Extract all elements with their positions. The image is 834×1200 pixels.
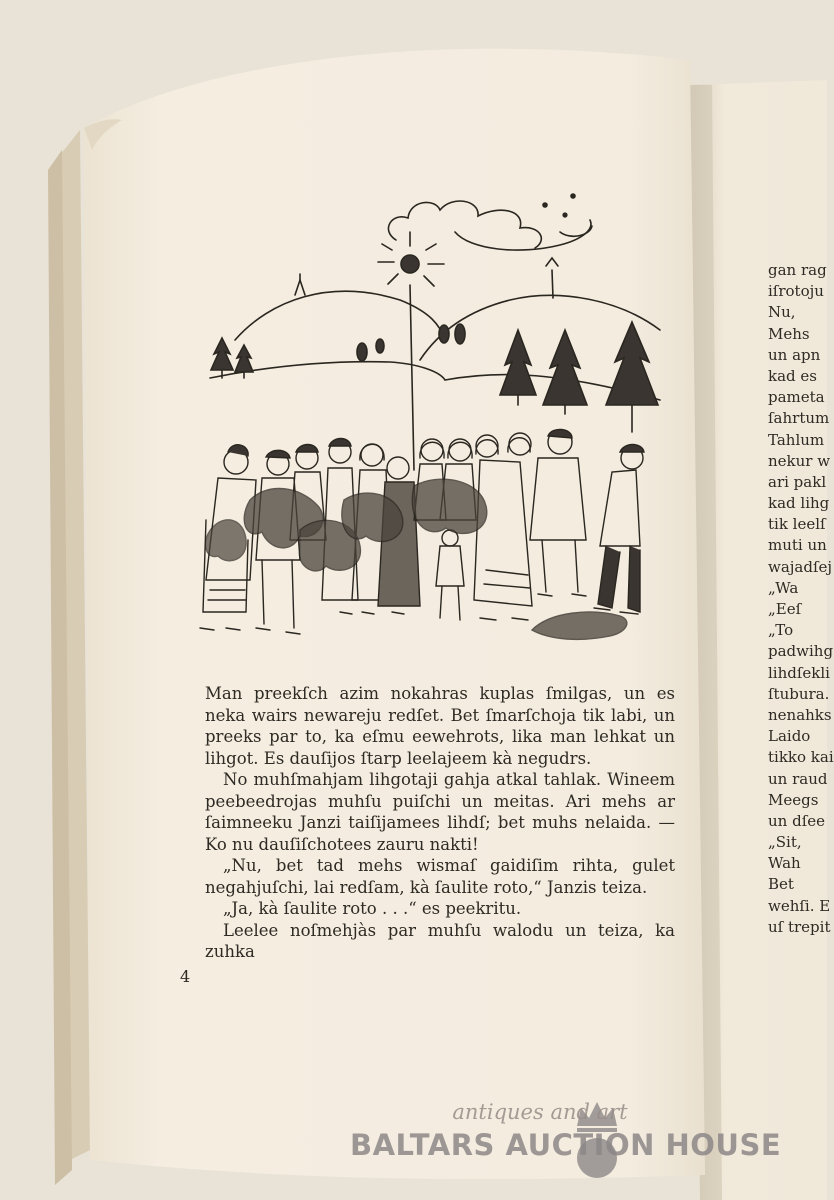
page-number: 4 (180, 967, 191, 986)
facing-line: ſahrtum (768, 409, 830, 428)
watermark-subtitle: antiques and art (452, 1100, 628, 1124)
facing-line: wajadſej (768, 557, 833, 576)
facing-line: gan rag (768, 261, 827, 279)
facing-line: iſrotoju (768, 282, 824, 301)
facing-line: padwihg (768, 642, 834, 661)
facing-line: Nu, (768, 303, 796, 322)
facing-line: nekur w (768, 451, 831, 470)
watermark (350, 1100, 782, 1170)
facing-line: Bet (768, 875, 794, 894)
facing-line: ari pakl (768, 472, 827, 491)
facing-page-text (768, 260, 834, 938)
facing-line: „Eeſ (768, 600, 802, 618)
facing-line: un raud (768, 769, 828, 788)
facing-line: tikko kai (768, 748, 834, 767)
facing-line: „Wa (768, 578, 799, 597)
facing-line: Laido (768, 727, 811, 746)
facing-line: uſ trepit (768, 917, 831, 936)
paragraph: No muhſmahjam lihgotaji gahja atkal tahlak. Wineem peebeedrojas muhſu puiſchi un meitas. Ari mehs ar ſaimneeku Janzi taiſijamees lihdſ; bet muhs nelaida. — Ko nu dauſiſchotees zauru nakti! (205, 770, 675, 854)
paragraph: „Ja, kà ſaulite roto . . .“ es peekritu. (223, 899, 522, 918)
paragraph: „Nu, bet tad mehs wismaſ gaidiſim rihta, gulet negahjuſchi, lai redſam, kà ſaulite roto,“ Janzis teiza. (205, 856, 675, 897)
facing-line: Mehs (768, 324, 810, 343)
facing-line: tik leelſ (768, 515, 826, 534)
facing-line: „Sit, (768, 833, 802, 852)
facing-line: Tahlum (768, 430, 825, 449)
facing-line: wehſi. E (768, 896, 831, 915)
facing-line: kad es (768, 366, 817, 385)
facing-line: Meegs (768, 790, 819, 809)
facing-line: „To (768, 621, 794, 640)
facing-line: pameta (768, 388, 825, 407)
paragraph: Man preekſch azim nokahras kuplas ſmilgas, un es neka wairs newareju redſet. Bet ſmarſchoja tik labi, un preeks par to, ka eſmu eewehrots, lika man lehkat un lihgot. Es dauſijos ſtarp leelajeem kà negudrs. (205, 684, 675, 768)
facing-line: un apn (768, 345, 821, 364)
paragraph: Leelee noſmehjàs par muhſu walodu un teiza, ka zuhka (205, 920, 675, 961)
facing-line: kad lihg (768, 494, 830, 513)
facing-line: un dſee (768, 811, 825, 830)
page-text (205, 683, 675, 963)
facing-line: nenahks (768, 705, 832, 724)
facing-line: Wah (768, 854, 801, 873)
watermark-title: BALTARS AUCTION HOUSE (350, 1128, 782, 1162)
facing-line: ſtubura. (768, 684, 830, 703)
facing-line: muti un (768, 536, 827, 555)
facing-line: lihdſekli (768, 663, 830, 682)
